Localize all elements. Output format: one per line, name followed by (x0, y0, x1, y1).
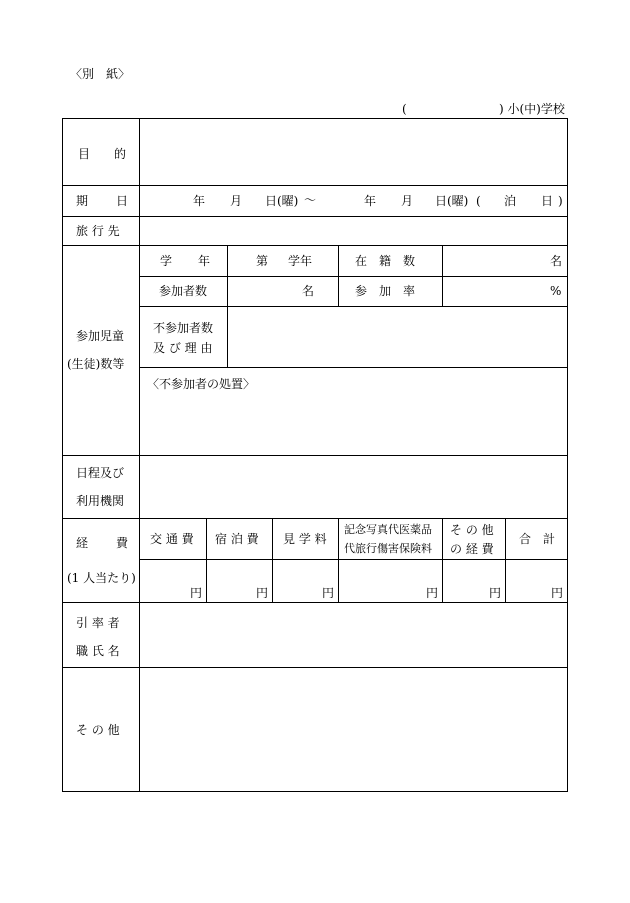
row-divider (62, 185, 568, 186)
row-divider (62, 455, 568, 456)
period-nights: 泊 (504, 194, 517, 208)
grade-label-char2: 年 (198, 254, 211, 268)
expense-col-divider (442, 518, 443, 602)
expense-yen-other: 円 (489, 586, 502, 600)
expense-yen-transport: 円 (190, 586, 203, 600)
enrolled-count-label: 在 籍 数 (355, 254, 416, 268)
enrolled-unit: 名 (550, 254, 563, 268)
participant-count-label: 参加者数 (159, 284, 208, 298)
expense-col-admission: 見 学 料 (283, 532, 327, 546)
grade-gakunen: 学年 (288, 254, 313, 268)
leader-label-line2: 職 氏 名 (76, 644, 120, 658)
nonparticipant-label-line2: 及 び 理 由 (153, 341, 213, 355)
period-start-month: 月 (230, 194, 243, 208)
period-end-day: 日(曜) (435, 194, 469, 208)
expense-yen-admission: 円 (322, 586, 335, 600)
row-divider (62, 667, 568, 668)
participation-rate-unit: % (550, 284, 562, 298)
row-divider (62, 518, 568, 519)
participants-inner-divider (139, 367, 568, 368)
expense-per-person-label: (1 人当たり) (67, 571, 136, 585)
expense-label-char1: 経 (76, 536, 89, 550)
period-end-month: 月 (401, 194, 414, 208)
period-label-char2: 日 (116, 194, 129, 208)
participants-col-divider (338, 245, 339, 306)
participants-col-divider (227, 245, 228, 367)
expense-yen-photo-medical: 円 (426, 586, 439, 600)
school-name-suffix: ) 小(中)学校 (499, 102, 565, 116)
period-start-day: 日(曜) (265, 194, 299, 208)
period-end-year: 年 (364, 194, 377, 208)
grade-dai: 第 (256, 254, 269, 268)
purpose-label-char1: 目 (78, 147, 91, 161)
expense-col-photo-medical-line1: 記念写真代医薬品 (344, 523, 432, 536)
expense-col-divider (338, 518, 339, 602)
row-divider (62, 216, 568, 217)
participants-col-divider (442, 245, 443, 306)
participants-inner-divider (139, 306, 568, 307)
period-paren-close: ) (558, 194, 563, 208)
expense-col-other-line1: そ の 他 (450, 523, 494, 537)
table-border-top (62, 118, 568, 119)
school-name-open-paren: ( (402, 102, 407, 116)
period-paren-open: ( (476, 194, 481, 208)
grade-label-char1: 学 (160, 254, 173, 268)
period-label-char1: 期 (76, 194, 89, 208)
expense-yen-lodging: 円 (256, 586, 269, 600)
row-divider (62, 602, 568, 603)
expense-col-divider (272, 518, 273, 602)
participants-label-line1: 参加児童 (76, 329, 125, 343)
expense-col-divider (206, 518, 207, 602)
participant-count-unit: 名 (302, 284, 315, 298)
period-start-year: 年 (193, 194, 206, 208)
participants-label-line2: (生徒)数等 (67, 357, 125, 371)
expense-col-other-line2: の 経 費 (450, 542, 494, 556)
leader-label-line1: 引 率 者 (76, 616, 120, 630)
expense-col-photo-medical-line2: 代旅行傷害保険料 (344, 542, 432, 555)
period-days: 日 (541, 194, 554, 208)
expense-col-lodging: 宿 泊 費 (215, 532, 259, 546)
destination-label: 旅 行 先 (76, 224, 120, 238)
schedule-label-line1: 日程及び (76, 466, 125, 480)
expense-yen-total: 円 (551, 586, 564, 600)
purpose-label-char2: 的 (114, 147, 127, 161)
expense-inner-divider (139, 559, 568, 560)
expense-col-transport: 交 通 費 (150, 532, 194, 546)
other-label: そ の 他 (76, 723, 120, 737)
expense-col-total: 合 計 (519, 532, 556, 546)
table-border-bottom (62, 791, 568, 792)
participation-rate-label: 参 加 率 (355, 284, 416, 298)
expense-label-char2: 費 (116, 536, 129, 550)
participants-inner-divider (139, 276, 568, 277)
row-divider (62, 245, 568, 246)
expense-col-divider (505, 518, 506, 602)
nonparticipant-label-line1: 不参加者数 (153, 321, 214, 335)
nonparticipant-treatment-label: 〈不参加者の処置〉 (147, 377, 256, 391)
period-tilde: ～ (304, 193, 317, 207)
schedule-label-line2: 利用機関 (76, 494, 125, 508)
attachment-label: 〈別 紙〉 (70, 67, 131, 81)
